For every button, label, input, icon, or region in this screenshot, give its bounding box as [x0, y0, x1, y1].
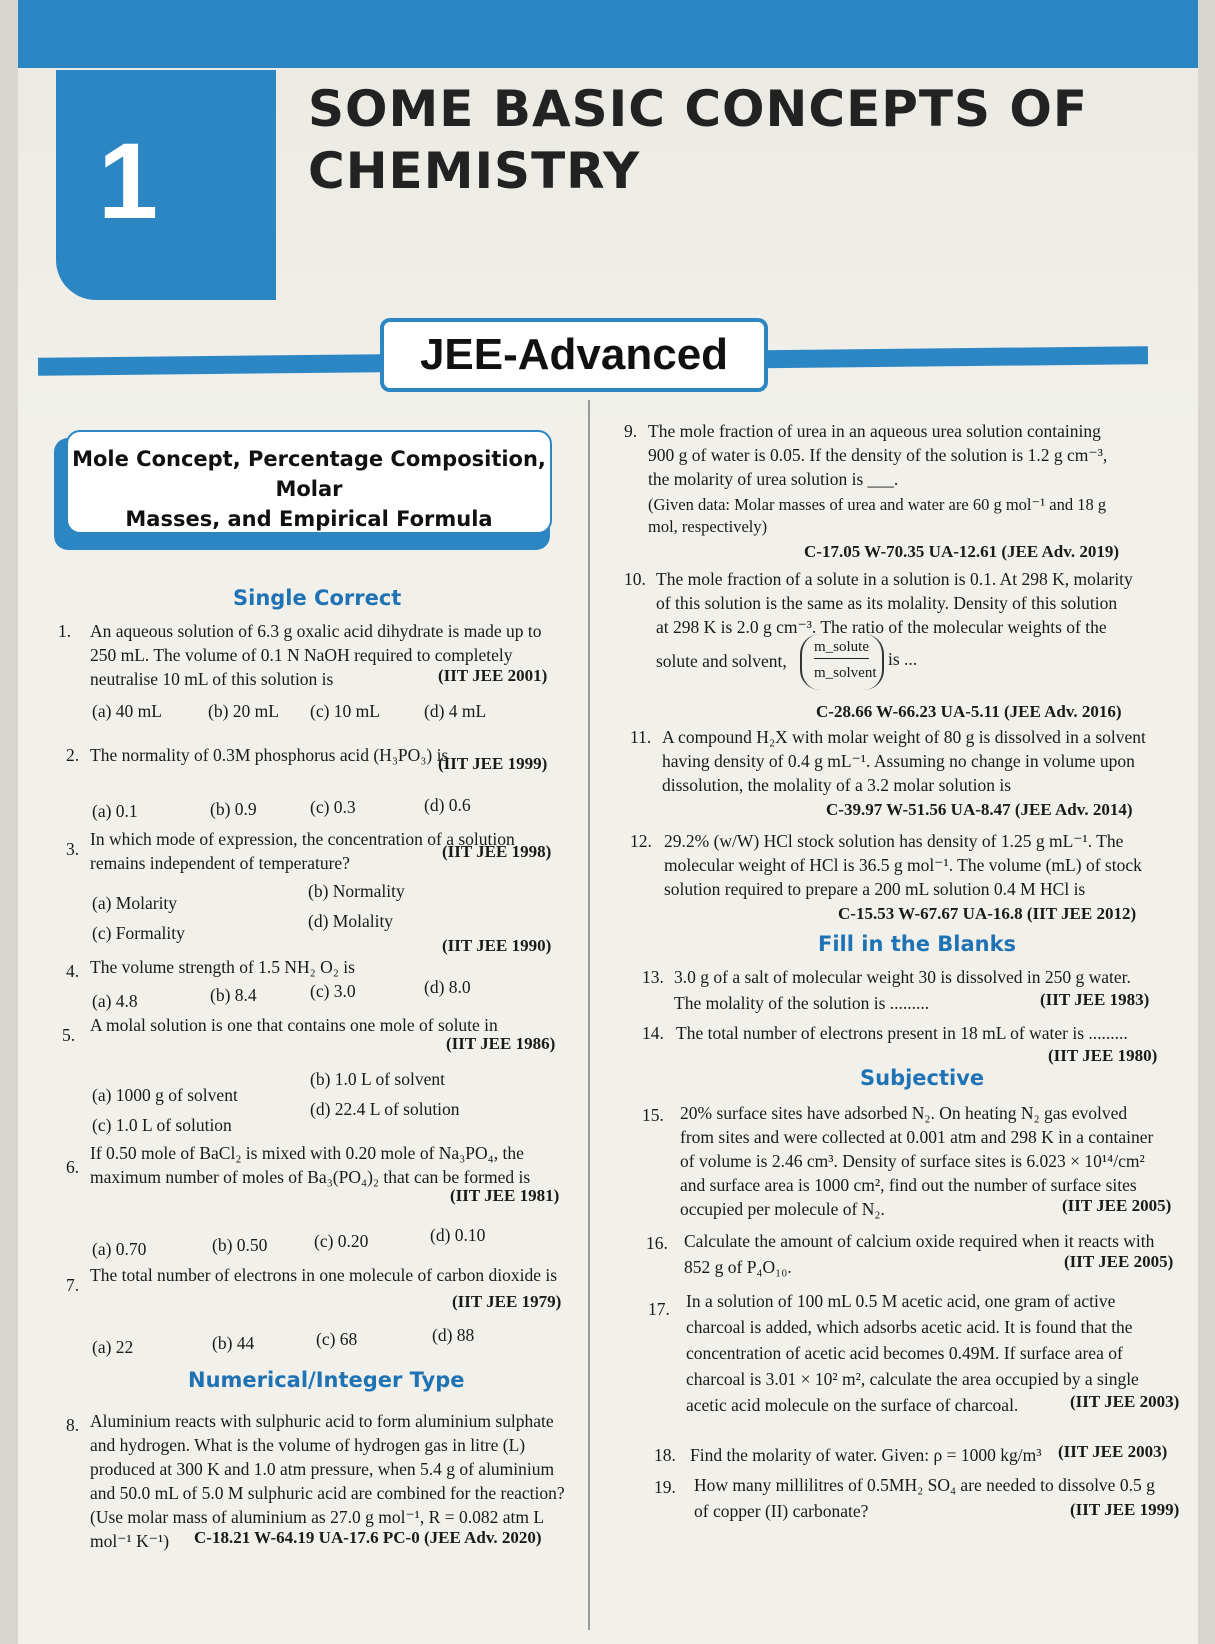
q3-option-b: (b) Normality	[308, 881, 405, 901]
q8-line5: (Use molar mass of aluminium as 27.0 g mol⁻¹, R = 0.082 atm L	[90, 1507, 545, 1527]
q7-option-a: (a) 22	[92, 1337, 134, 1357]
q11-number: 11.	[630, 727, 652, 747]
q19-number: 19.	[654, 1477, 676, 1497]
heading-fill-blanks: Fill in the Blanks	[818, 932, 1017, 956]
q10-line1: The mole fraction of a solute in a solution is 0.1. At 298 K, molarity	[656, 569, 1133, 589]
q9-line1: The mole fraction of urea in an aqueous urea solution containing	[648, 421, 1101, 441]
q18-ref: (IIT JEE 2003)	[1058, 1442, 1168, 1461]
q17-line5: acetic acid molecule on the surface of charcoal.	[686, 1395, 1019, 1415]
q3-line2: remains independent of temperature?	[90, 853, 350, 873]
q3-number: 3.	[66, 839, 80, 859]
q18-number: 18.	[654, 1445, 676, 1465]
chapter-title-line1: SOME BASIC CONCEPTS OF	[308, 80, 1089, 138]
q8-line1: Aluminium reacts with sulphuric acid to form aluminium sulphate	[90, 1411, 554, 1431]
book-page	[18, 0, 1198, 1644]
q15-line4: and surface area is 1000 cm², find out the number of surface sites	[680, 1175, 1137, 1195]
q2-option-a: (a) 0.1	[92, 801, 138, 821]
q3-line1: In which mode of expression, the concentration of a solution	[90, 829, 515, 849]
q16-line1: Calculate the amount of calcium oxide required when it reacts with	[684, 1231, 1155, 1251]
q1-ref: (IIT JEE 2001)	[438, 666, 548, 685]
top-color-band	[18, 0, 1198, 70]
q7-number: 7.	[66, 1275, 80, 1295]
q16-line2: 852 g of P₄O₁₀.	[684, 1257, 792, 1277]
q16-ref: (IIT JEE 2005)	[1064, 1252, 1174, 1271]
q6-number: 6.	[66, 1157, 80, 1177]
q2-option-b: (b) 0.9	[210, 799, 257, 819]
q9-line3: the molarity of urea solution is ___.	[648, 469, 899, 489]
q7-option-c: (c) 68	[316, 1329, 358, 1349]
q13-line1: 3.0 g of a salt of molecular weight 30 is dissolved in 250 g water.	[674, 967, 1131, 987]
q14-number: 14.	[642, 1023, 664, 1043]
chapter-title-line2: CHEMISTRY	[308, 142, 641, 200]
q13-line2: The molality of the solution is .........	[674, 993, 930, 1013]
q9-line4: (Given data: Molar masses of urea and water are 60 g mol⁻¹ and 18 g	[648, 495, 1107, 514]
q13-ref: (IIT JEE 1983)	[1040, 990, 1150, 1009]
q19-ref: (IIT JEE 1999)	[1070, 1500, 1180, 1519]
q5-option-b: (b) 1.0 L of solvent	[310, 1069, 445, 1089]
q8-line4: and 50.0 mL of 5.0 M sulphuric acid are combined for the reaction?	[90, 1483, 565, 1503]
q9-number: 9.	[624, 421, 638, 441]
q7-line1: The total number of electrons in one molecule of carbon dioxide is	[90, 1265, 558, 1285]
q1-line1: An aqueous solution of 6.3 g oxalic acid dihydrate is made up to	[90, 621, 542, 641]
q18-line1: Find the molarity of water. Given: ρ = 1000 kg/m³	[690, 1445, 1042, 1465]
q1-line2: 250 mL. The volume of 0.1 N NaOH required to completely	[90, 645, 513, 665]
q7-ref: (IIT JEE 1979)	[452, 1292, 562, 1311]
q9-line2: 900 g of water is 0.05. If the density of the solution is 1.2 g cm⁻³,	[648, 445, 1108, 465]
q4-option-c: (c) 3.0	[310, 981, 356, 1001]
q2-ref: (IIT JEE 1999)	[438, 754, 548, 773]
q15-line2: from sites and were collected at 0.001 atm and 298 K in a container	[680, 1127, 1154, 1147]
q15-line3: of volume is 2.46 cm³. Density of surface sites is 6.023 × 10¹⁴/cm²	[680, 1151, 1145, 1171]
q14-line1: The total number of electrons present in 18 mL of water is .........	[676, 1023, 1128, 1043]
q5-number: 5.	[62, 1025, 76, 1045]
q6-option-d: (d) 0.10	[430, 1225, 486, 1245]
q6-option-a: (a) 0.70	[92, 1239, 147, 1259]
q2-option-d: (d) 0.6	[424, 795, 471, 815]
q4-line1: The volume strength of 1.5 NH₂ O₂ is	[90, 957, 355, 977]
q12-line2: molecular weight of HCl is 36.5 g mol⁻¹. The volume (mL) of stock	[664, 855, 1142, 875]
q5-option-d: (d) 22.4 L of solution	[310, 1099, 460, 1119]
q16-number: 16.	[646, 1233, 668, 1253]
chapter-number-box	[56, 70, 276, 300]
q10-line2: of this solution is the same as its molality. Density of this solution	[656, 593, 1118, 613]
q4-option-b: (b) 8.4	[210, 985, 257, 1005]
q9-line5: mol, respectively)	[648, 517, 768, 536]
q3-option-d: (d) Molality	[308, 911, 394, 931]
q19-line2: of copper (II) carbonate?	[694, 1501, 869, 1521]
q6-option-c: (c) 0.20	[314, 1231, 369, 1251]
q8-ref: C-18.21 W-64.19 UA-17.6 PC-0 (JEE Adv. 2020)	[194, 1528, 542, 1547]
q1-option-d: (d) 4 mL	[424, 701, 487, 721]
section-title-line1: Mole Concept, Percentage Composition, Molar	[72, 447, 546, 501]
q8-line2: and hydrogen. What is the volume of hydrogen gas in litre (L)	[90, 1435, 526, 1455]
q11-line3: dissolution, the molality of a 3.2 molar solution is	[662, 775, 1012, 795]
q2-option-c: (c) 0.3	[310, 797, 356, 817]
q3-option-c: (c) Formality	[92, 923, 185, 943]
jee-advanced-banner: JEE-Advanced	[380, 318, 768, 392]
section-title-line2: Masses, and Empirical Formula	[125, 507, 493, 531]
q4-ref: (IIT JEE 1990)	[442, 936, 552, 955]
q5-line1: A molal solution is one that contains one mole of solute in	[90, 1015, 498, 1035]
q10-line3: at 298 K is 2.0 g cm⁻³. The ratio of the molecular weights of the	[656, 617, 1107, 637]
q17-line4: charcoal is 3.01 × 10² m², calculate the area occupied by a single	[686, 1369, 1139, 1389]
section-title	[66, 430, 552, 534]
heading-subjective: Subjective	[860, 1066, 985, 1090]
q15-ref: (IIT JEE 2005)	[1062, 1196, 1172, 1215]
q2-number: 2.	[66, 745, 80, 765]
q12-ref: C-15.53 W-67.67 UA-16.8 (IIT JEE 2012)	[838, 904, 1137, 923]
q8-number: 8.	[66, 1415, 80, 1435]
q12-line1: 29.2% (w/W) HCl stock solution has density of 1.25 g mL⁻¹. The	[664, 831, 1124, 851]
q6-option-b: (b) 0.50	[212, 1235, 268, 1255]
q12-line3: solution required to prepare a 200 mL solution 0.4 M HCl is	[664, 879, 1086, 899]
q12-number: 12.	[630, 831, 652, 851]
q15-number: 15.	[642, 1105, 664, 1125]
q8-line6: mol⁻¹ K⁻¹)	[90, 1531, 170, 1551]
q11-ref: C-39.97 W-51.56 UA-8.47 (JEE Adv. 2014)	[826, 800, 1133, 819]
q10-line4: solute and solvent,	[656, 651, 787, 671]
q17-line2: charcoal is added, which adsorbs acetic acid. It is found that the	[686, 1317, 1133, 1337]
q15-line1: 20% surface sites have adsorbed N₂. On heating N₂ gas evolved	[680, 1103, 1128, 1123]
q4-number: 4.	[66, 961, 80, 981]
q1-line3: neutralise 10 mL of this solution is	[90, 669, 334, 689]
column-divider	[588, 400, 590, 1630]
q8-line3: produced at 300 K and 1.0 atm pressure, when 5.4 g of aluminium	[90, 1459, 555, 1479]
q17-line1: In a solution of 100 mL 0.5 M acetic acid, one gram of active	[686, 1291, 1116, 1311]
q17-number: 17.	[648, 1299, 670, 1319]
q1-option-c: (c) 10 mL	[310, 701, 380, 721]
q9-ref: C-17.05 W-70.35 UA-12.61 (JEE Adv. 2019)	[804, 542, 1119, 561]
q10-number: 10.	[624, 569, 646, 589]
q10-fraction-numerator: m_solute	[814, 636, 869, 659]
q5-option-c: (c) 1.0 L of solution	[92, 1115, 232, 1135]
q1-number: 1.	[58, 621, 72, 641]
heading-numerical-type: Numerical/Integer Type	[188, 1368, 465, 1392]
q10-ref: C-28.66 W-66.23 UA-5.11 (JEE Adv. 2016)	[816, 702, 1122, 721]
q19-line1: How many millilitres of 0.5MH₂ SO₄ are needed to dissolve 0.5 g	[694, 1475, 1155, 1495]
q2-line1: The normality of 0.3M phosphorus acid (H₃PO₃) is	[90, 745, 449, 765]
q15-line5: occupied per molecule of N₂.	[680, 1199, 885, 1219]
q13-number: 13.	[642, 967, 664, 987]
chapter-number: 1	[98, 120, 159, 241]
q7-option-b: (b) 44	[212, 1333, 255, 1353]
q5-option-a: (a) 1000 g of solvent	[92, 1085, 238, 1105]
q11-line2: having density of 0.4 g mL⁻¹. Assuming no change in volume upon	[662, 751, 1135, 771]
q1-option-b: (b) 20 mL	[208, 701, 279, 721]
heading-single-correct: Single Correct	[233, 586, 402, 610]
q4-option-d: (d) 8.0	[424, 977, 471, 997]
q10-fraction-denominator: m_solvent	[814, 665, 877, 681]
q17-line3: concentration of acetic acid becomes 0.49M. If surface area of	[686, 1343, 1123, 1363]
q7-option-d: (d) 88	[432, 1325, 475, 1345]
q11-line1: A compound H₂X with molar weight of 80 g is dissolved in a solvent	[662, 727, 1146, 747]
q10-tail: is ...	[888, 649, 918, 669]
chapter-title	[308, 78, 1088, 202]
q3-ref: (IIT JEE 1998)	[442, 842, 552, 861]
q4-option-a: (a) 4.8	[92, 991, 138, 1011]
q5-ref: (IIT JEE 1986)	[446, 1034, 556, 1053]
q14-ref: (IIT JEE 1980)	[1048, 1046, 1158, 1065]
q6-line2: maximum number of moles of Ba₃(PO₄)₂ that can be formed is	[90, 1167, 531, 1187]
q6-ref: (IIT JEE 1981)	[450, 1186, 560, 1205]
q6-line1: If 0.50 mole of BaCl₂ is mixed with 0.20 mole of Na₃PO₄, the	[90, 1143, 524, 1163]
q3-option-a: (a) Molarity	[92, 893, 178, 913]
q1-option-a: (a) 40 mL	[92, 701, 162, 721]
q17-ref: (IIT JEE 2003)	[1070, 1392, 1180, 1411]
